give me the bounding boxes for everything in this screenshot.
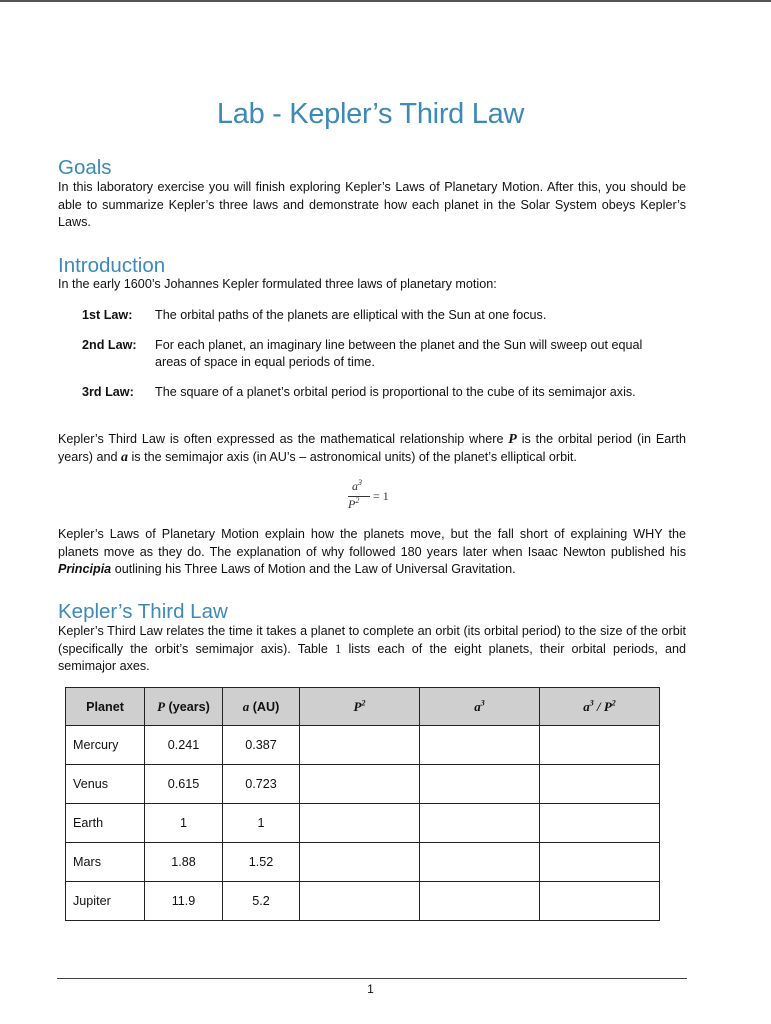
cell-p-squared bbox=[300, 804, 420, 843]
equation-denominator: $P^2$ bbox=[348, 496, 360, 511]
cell-period: 1 bbox=[145, 804, 223, 843]
cell-axis: 1.52 bbox=[223, 843, 300, 882]
law-text: The orbital paths of the planets are elliptical with the Sun at one focus. bbox=[155, 308, 547, 322]
table-reference: 1 bbox=[335, 641, 342, 656]
cell-a-cubed bbox=[420, 882, 540, 921]
relation-part: Kepler’s Third Law is often expressed as the mathematical relationship where bbox=[58, 432, 509, 446]
cell-ratio bbox=[540, 765, 660, 804]
cell-planet: Venus bbox=[66, 765, 145, 804]
principia-emphasis: Principia bbox=[58, 562, 112, 576]
kepler-equation bbox=[338, 478, 408, 518]
cell-a-cubed bbox=[420, 804, 540, 843]
law-label: 1st Law: bbox=[82, 308, 133, 322]
cell-a-cubed bbox=[420, 726, 540, 765]
header-period: P (years) bbox=[145, 688, 223, 726]
equation-numerator: $a^3$ bbox=[352, 478, 362, 493]
table-header-row bbox=[66, 688, 660, 726]
page-number: 1 bbox=[367, 982, 374, 996]
cell-planet: Jupiter bbox=[66, 882, 145, 921]
closing-text bbox=[58, 526, 686, 579]
table-row bbox=[66, 804, 660, 843]
cell-ratio bbox=[540, 726, 660, 765]
header-a-cubed: $a^3$ bbox=[420, 688, 540, 726]
cell-axis: 0.723 bbox=[223, 765, 300, 804]
law-label: 3rd Law: bbox=[82, 385, 134, 399]
goals-text: In this laboratory exercise you will finish exploring Kepler’s Laws of Planetary Motion. After this, you should be able to summarize Kepler’s three laws and demonstrate how each planet in the Solar System obeys Kepler’s Laws. bbox=[58, 180, 686, 229]
table-row bbox=[66, 726, 660, 765]
cell-period: 0.241 bbox=[145, 726, 223, 765]
cell-a-cubed bbox=[420, 843, 540, 882]
table-row bbox=[66, 882, 660, 921]
goals-heading: Goals bbox=[58, 156, 112, 179]
variable-p: P bbox=[508, 432, 517, 447]
cell-axis: 0.387 bbox=[223, 726, 300, 765]
top-border bbox=[0, 0, 771, 2]
table-row bbox=[66, 843, 660, 882]
cell-axis: 5.2 bbox=[223, 882, 300, 921]
planet-table bbox=[65, 687, 660, 921]
cell-ratio bbox=[540, 843, 660, 882]
cell-p-squared bbox=[300, 765, 420, 804]
cell-ratio bbox=[540, 882, 660, 921]
relation-part: is the semimajor axis (in AU’s – astronomical units) of the planet’s elliptical orbit. bbox=[128, 449, 577, 464]
page-title: Lab - Kepler’s Third Law bbox=[216, 98, 525, 130]
header-p-squared: $P^2$ bbox=[300, 688, 420, 726]
relation-part: is the orbital period (in Earth years) and bbox=[58, 432, 686, 464]
cell-ratio bbox=[540, 804, 660, 843]
closing-part: Kepler’s Laws of Planetary Motion explain how the planets move, but the fall short of explaining WHY the planets move as they do. The explanation of why followed 180 years later when Isaac Newton published his bbox=[58, 527, 686, 559]
law-text: For each planet, an imaginary line between the planet and the Sun will sweep out equal areas of space in equal periods of time. bbox=[155, 338, 643, 369]
equation-rhs: = 1 bbox=[373, 489, 389, 503]
third-law-part: Kepler’s Third Law relates the time it takes a planet to complete an orbit (its orbital period) to the size of the orbit (specifically the orbit’s semimajor axis). Table bbox=[58, 624, 686, 656]
closing-part: outlining his Three Laws of Motion and the Law of Universal Gravitation. bbox=[111, 562, 516, 576]
cell-p-squared bbox=[300, 882, 420, 921]
cell-planet: Mars bbox=[66, 843, 145, 882]
header-planet: Planet bbox=[66, 688, 145, 726]
cell-axis: 1 bbox=[223, 804, 300, 843]
footer-rule bbox=[57, 978, 687, 979]
law-text: The square of a planet’s orbital period is proportional to the cube of its semimajor axis. bbox=[155, 385, 636, 399]
relation-text bbox=[58, 431, 686, 466]
variable-a: a bbox=[121, 449, 128, 465]
introduction-heading: Introduction bbox=[58, 254, 166, 277]
law-label: 2nd Law: bbox=[82, 338, 137, 352]
third-law-part: lists each of the eight planets, their orbital periods, and semimajor axes. bbox=[58, 641, 686, 673]
cell-a-cubed bbox=[420, 765, 540, 804]
cell-p-squared bbox=[300, 843, 420, 882]
third-law-heading: Kepler’s Third Law bbox=[58, 600, 228, 623]
cell-period: 11.9 bbox=[145, 882, 223, 921]
cell-planet: Mercury bbox=[66, 726, 145, 765]
cell-period: 1.88 bbox=[145, 843, 223, 882]
table-row bbox=[66, 765, 660, 804]
cell-p-squared bbox=[300, 726, 420, 765]
cell-period: 0.615 bbox=[145, 765, 223, 804]
cell-planet: Earth bbox=[66, 804, 145, 843]
introduction-lead: In the early 1600’s Johannes Kepler formulated three laws of planetary motion: bbox=[58, 277, 497, 291]
third-law-text bbox=[58, 623, 686, 676]
header-ratio: $a^3 / P^2$ bbox=[540, 688, 660, 726]
header-axis: a (AU) bbox=[223, 688, 300, 726]
